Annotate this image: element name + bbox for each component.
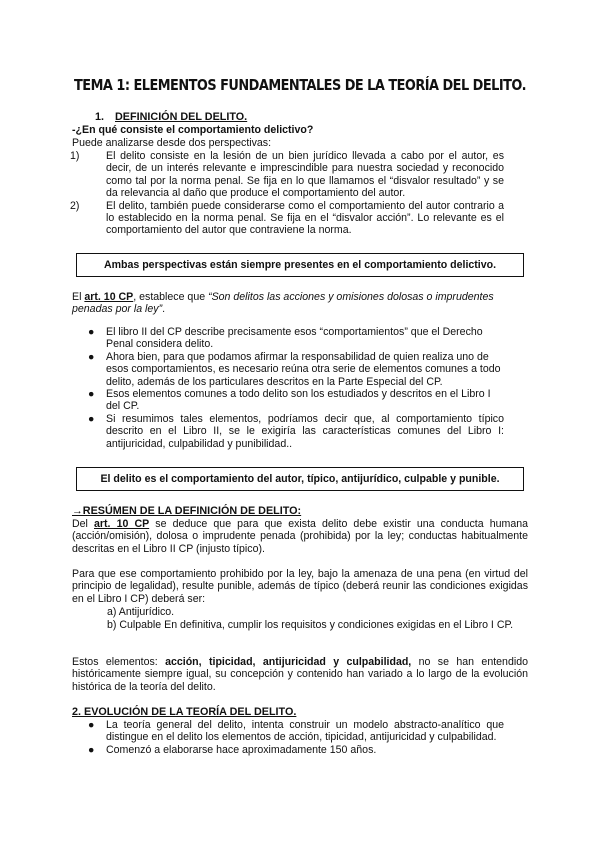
bullet-icon: ● <box>88 743 95 756</box>
bullet-icon: ● <box>88 388 95 401</box>
requirement-b: b) Culpable En definitiva, cumplir los requisitos y condiciones exigidas en el Libro I CP. <box>107 619 514 631</box>
perspective-marker: 1) <box>70 150 80 162</box>
list-item-text: Si resumimos tales elementos, podríamos decir que, al comportamiento típico descrito en el Libro II, se le exigiría las características comunes del Libro I: antijuricidad, culpabilidad y punibilidad.. <box>106 412 504 450</box>
summary-article-reference: art. 10 CP <box>94 518 150 530</box>
list-item-text: Ahora bien, para que podamos afirmar la responsabilidad de quien realiza uno de esos comportamientos, es necesario reúna otra serie de elementos comunes a todo delito, además de los particulares descritos en la Parte Especial del CP. <box>106 350 501 388</box>
article-quote: “Son delitos las acciones y omisiones dolosas o imprudentes penadas por la ley” <box>72 291 494 316</box>
requirement-a: a) Antijurídico. <box>107 606 175 618</box>
list-item <box>88 744 504 756</box>
summary-p3-text: no se han entendido históricamente siempre igual, su concepción y contenido han variado a lo largo de la evolución histórica de la teoría del delito. <box>72 656 528 693</box>
summary-paragraph-3 <box>72 656 528 693</box>
perspective-item <box>70 150 504 200</box>
list-item <box>88 413 504 450</box>
perspective-text: El delito consiste en la lesión de un bien jurídico llevada a cabo por el autor, es decir, de un interés relevante e imprescindible para nuestra sociedad y reconocido como tal por la norma penal. Se fija en lo que llamamos el “disvalor resultado” y se da relevancia al daño que produce el comportamiento del autor. <box>106 150 504 200</box>
perspective-marker: 2) <box>70 199 80 212</box>
section-2-heading: 2. EVOLUCIÓN DE LA TEORÍA DEL DELITO. <box>72 706 297 718</box>
bullet-icon: ● <box>88 350 95 363</box>
summary-p3-elements: acción, tipicidad, antijuricidad y culpabilidad, <box>165 656 412 668</box>
summary-p1-prefix: Del <box>72 518 88 530</box>
article-statement <box>72 291 528 316</box>
section-1-question: -¿En qué consiste el comportamiento delictivo? <box>72 124 314 136</box>
perspective-text: El delito, también puede considerarse como el comportamiento del autor contrario a lo establecido en la norma penal. Se fija en el “disvalor acción”. Lo relevante es el comportamiento del autor que contraviene la norma. <box>106 199 504 237</box>
document-title: TEMA 1: ELEMENTOS FUNDAMENTALES DE LA TEORÍA DEL DELITO. <box>74 76 526 94</box>
article-prefix: El <box>72 291 82 303</box>
summary-paragraph-2: Para que ese comportamiento prohibido por la ley, bajo la amenaza de una pena (en virtud del principio de legalidad), resulte punible, además de típico (deberá reunir las condiciones exigidas en el Libro I CP) deberá ser: <box>72 568 528 605</box>
list-item-text: La teoría general del delito, intenta construir un modelo abstracto-analítico que distingue en el delito los elementos de acción, tipicidad, antijuricidad y culpabilidad. <box>106 719 504 744</box>
list-item <box>88 351 504 388</box>
list-item <box>88 719 504 744</box>
list-item-text: Comenzó a elaborarse hace aproximadamente 150 años. <box>106 743 377 756</box>
summary-heading: →RESÚMEN DE LA DEFINICIÓN DE DELITO: <box>72 505 302 517</box>
article-reference: art. 10 CP <box>84 291 134 303</box>
elements-bullet-list <box>88 326 504 450</box>
highlight-box-definition: El delito es el comportamiento del autor, típico, antijurídico, culpable y punible. <box>76 467 524 491</box>
bullet-icon: ● <box>88 412 95 425</box>
list-item-text: El libro II del CP describe precisamente esos “comportamientos” que el Derecho Penal considera delito. <box>106 326 483 351</box>
bullet-icon: ● <box>88 719 95 731</box>
list-item <box>88 326 504 351</box>
list-item-text: Esos elementos comunes a todo delito son los estudiados y descritos en el Libro I del CP. <box>106 388 491 413</box>
section-1-number: 1. <box>95 111 105 123</box>
summary-paragraph-1 <box>72 518 528 555</box>
list-item <box>88 388 504 413</box>
highlight-box-perspectives: Ambas perspectivas están siempre presentes en el comportamiento delictivo. <box>76 253 524 277</box>
summary-p3-prefix: Estos elementos: <box>72 656 158 668</box>
article-mid: , establece que <box>133 291 206 303</box>
bullet-icon: ● <box>88 326 95 338</box>
section-1-title: DEFINICIÓN DEL DELITO. <box>115 111 248 123</box>
summary-p1-text: se deduce que para que exista delito debe existir una conducta humana (acción/omisión), dolosa o imprudente penada (prohibida) por la ley; conductas habitualmente descritas en el Libro II CP (injusto típico). <box>72 518 528 555</box>
article-end: . <box>162 303 166 316</box>
perspectives-list <box>70 150 504 237</box>
section-1-heading <box>95 111 247 123</box>
section-1-intro: Puede analizarse desde dos perspectivas: <box>72 137 272 149</box>
evolution-bullet-list <box>88 719 504 756</box>
perspective-item <box>70 199 504 237</box>
